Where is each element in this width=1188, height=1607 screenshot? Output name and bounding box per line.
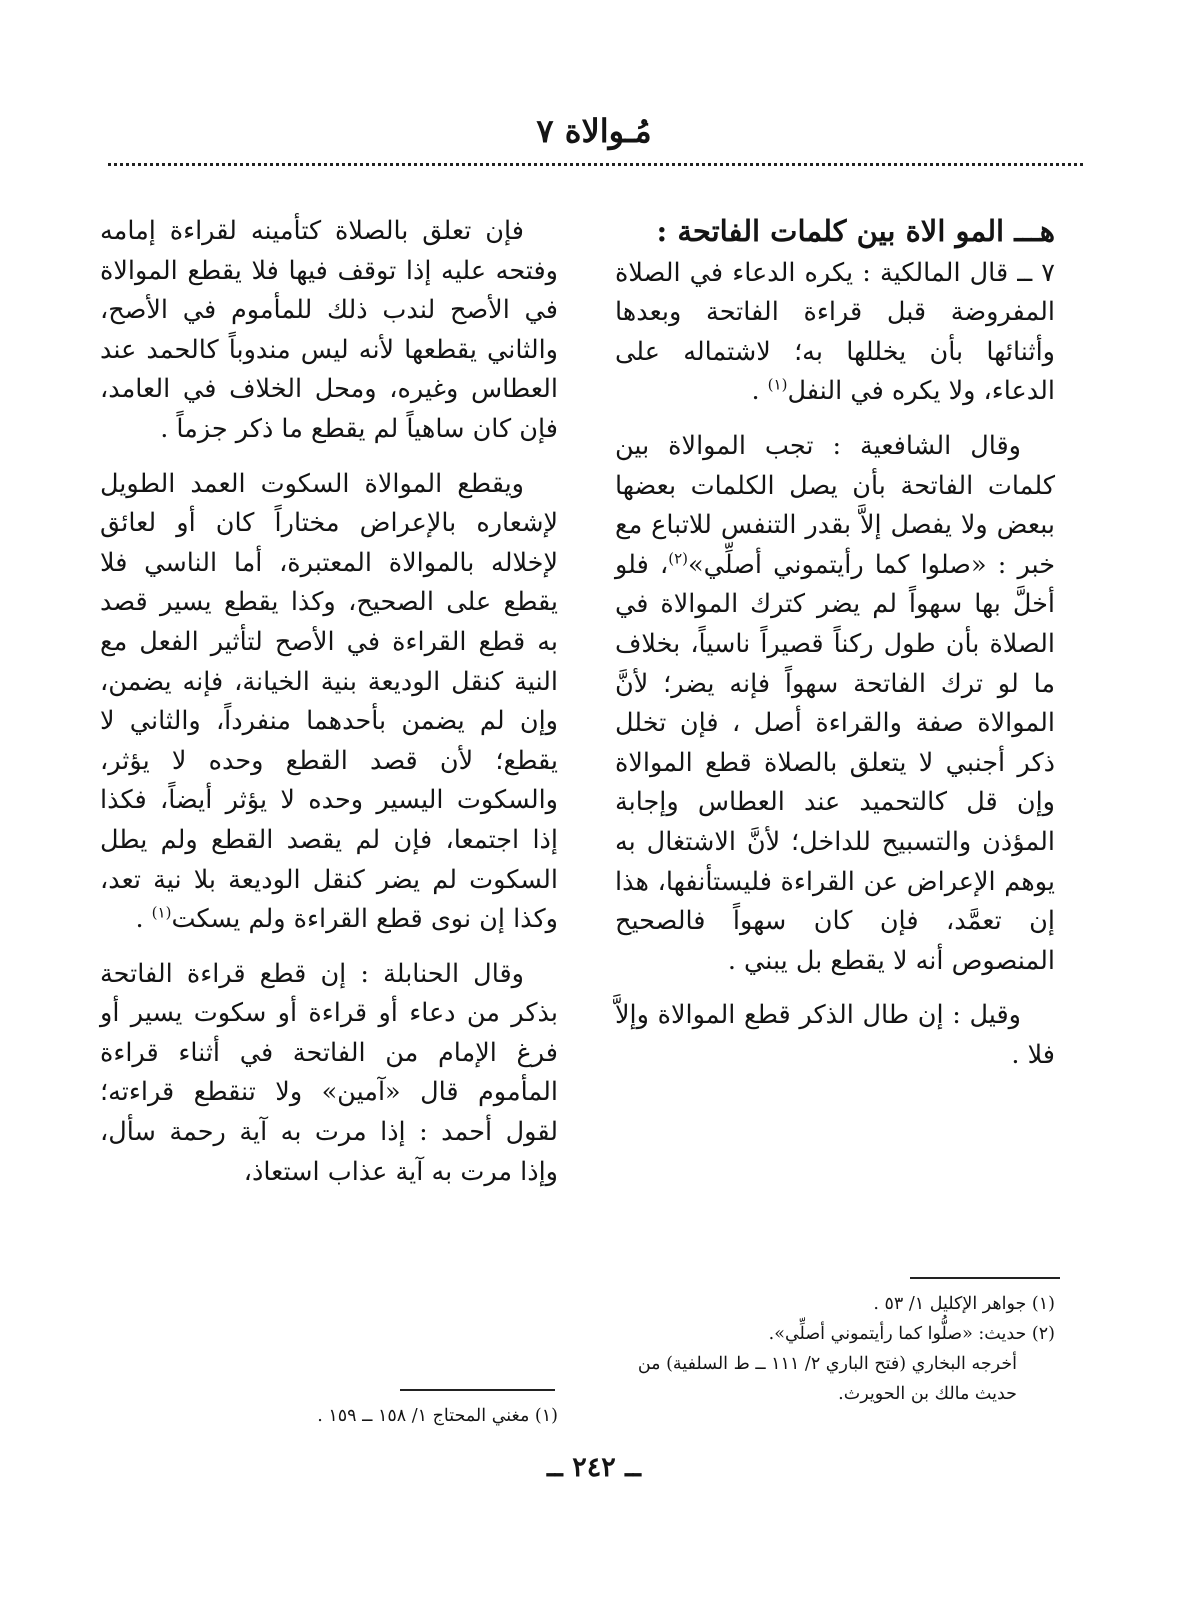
right-column <box>615 212 1055 1090</box>
footnote-divider <box>910 1277 1060 1279</box>
page-number: ــ ٢٤٢ ــ <box>547 1452 641 1483</box>
paragraph-shafii <box>615 427 1055 981</box>
footnote-mark: (١) <box>151 903 172 922</box>
paragraph-sukut <box>100 465 558 940</box>
paragraph-maliki <box>615 254 1055 412</box>
footnote-continuation: أخرجه البخاري (فتح الباري ٢/ ١١١ ــ ط السلفية) من حديث مالك بن الحويرث. <box>637 1354 1017 1404</box>
paragraph-qil: وقيل : إن طال الذكر قطع الموالاة وإلاَّ فلا . <box>615 1000 1055 1070</box>
paragraph-text: ، فلو أخلَّ بها سهواً لم يضر كترك الموالاة في الصلاة بأن طول ركناً قصيراً ناسياً، بخلاف ما لو ترك الفاتحة سهواً فإنه يضر؛ لأنَّ الموالاة صفة والقراءة أصل ، فإن تخلل ذكر أجنبي لا يتعلق بالصلاة قطع الموالاة وإن قل كالتحميد عند العطاس وإجابة المؤذن والتسبيح للداخل؛ لأنَّ الاشتغال به يوهم الإعراض عن القراءة فليستأنفها، هذا إن تعمَّد، فإن كان سهواً فالصحيح المنصوص أنه لا يقطع بل يبني . <box>615 549 1055 976</box>
section-heading: هـــ المو الاة بين كلمات الفاتحة : <box>656 214 1055 248</box>
paragraph-text: ويقطع الموالاة السكوت العمد الطويل لإشعاره بالإعراض مختاراً كان أو لعائق لإخلاله بالموالاة المعتبرة، أما الناسي فلا يقطع على الصحيح، وكذا يقطع يسير قصد به قطع القراءة في الأصح لتأثير الفعل مع النية كنقل الوديعة بنية الخيانة، فإنه يضمن، وإن لم يضمن بأحدهما منفرداً، والثاني لا يقطع؛ لأن قصد القطع وحده لا يؤثر، والسكوت اليسير وحده لا يؤثر أيضاً، فكذا إذا اجتمعا، فإن لم يقصد القطع ولم يطل السكوت لم يضر كنقل الوديعة بلا نية تعد، وكذا إن نوى قطع القراءة ولم يسكت <box>100 468 558 935</box>
footnote: (٢) حديث: «صلُّوا كما رأيتموني أصلِّي». <box>768 1324 1055 1344</box>
footnotes-right <box>615 1289 1055 1409</box>
footnote: (١) مغني المحتاج ١/ ١٥٨ ــ ١٥٩ . <box>317 1406 558 1426</box>
paragraph-hanabila: وقال الحنابلة : إن قطع قراءة الفاتحة بذكر من دعاء أو قراءة أو سكوت يسير أو فرغ الإمام من الفاتحة في أثناء قراءة المأموم قال «آمين» ولا تنقطع قراءته؛ لقول أحمد : إذا مرت به آية رحمة سأل، وإذا مرت به آية عذاب استعاذ، <box>100 958 558 1187</box>
footnote-mark: (١) <box>767 375 788 394</box>
end-mark: . <box>135 904 152 935</box>
paragraph-text: ٧ ــ قال المالكية : يكره الدعاء في الصلاة المفروضة قبل قراءة الفاتحة وبعدها وأثنائها بأن يخللها به؛ لاشتماله على الدعاء، ولا يكره في النفل <box>615 257 1055 407</box>
page-header: مُـوالاة ٧ <box>536 112 652 150</box>
footnote-divider <box>400 1389 555 1391</box>
left-column <box>100 212 558 1207</box>
footnotes-left <box>100 1401 558 1431</box>
header-divider <box>108 163 1083 166</box>
footnote: (١) جواهر الإكليل ١/ ٥٣ . <box>873 1294 1055 1314</box>
paragraph-text: وقال الشافعية : تجب الموالاة بين كلمات الفاتحة بأن يصل الكلمات بعضها ببعض ولا يفصل إلاَّ بقدر التنفس للاتباع مع خبر : «صلوا كما رأيتموني أصلِّي» <box>615 430 1055 580</box>
paragraph-tamin: فإن تعلق بالصلاة كتأمينه لقراءة إمامه وفتحه عليه إذا توقف فيها فلا يقطع الموالاة في الأصح لندب ذلك للمأموم في الأصح، والثاني يقطعها لأنه ليس مندوباً كالحمد عند العطاس وغيره، ومحل الخلاف في العامد، فإن كان ساهياً لم يقطع ما ذكر جزماً . <box>100 216 558 444</box>
end-mark: . <box>751 376 768 407</box>
footnote-mark: (٢) <box>668 549 688 568</box>
